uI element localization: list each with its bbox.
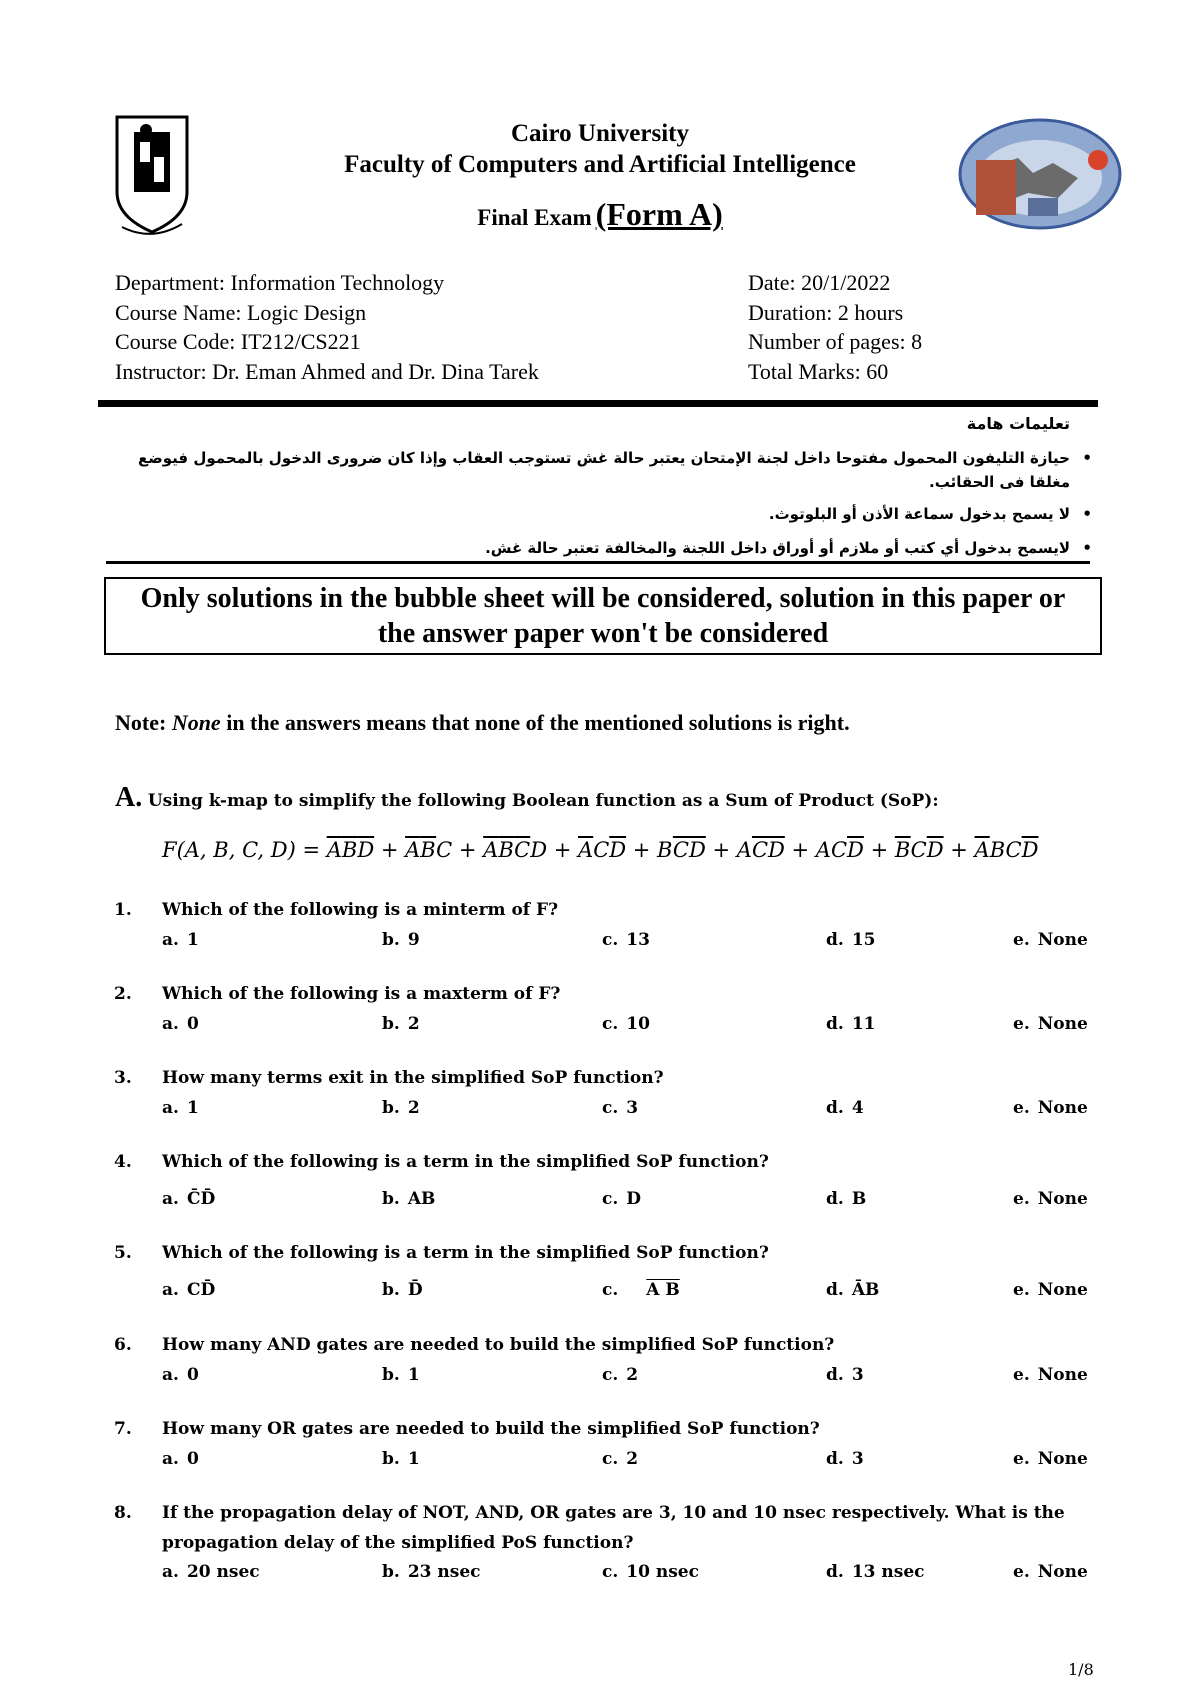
option-label: c. (602, 1449, 619, 1469)
answer-option (602, 1189, 641, 1209)
form-label: (Form A) (595, 196, 723, 232)
answer-option (382, 1014, 420, 1034)
question-text: Which of the following is a term in the simplified SoP function? (162, 1152, 769, 1172)
instruction-2: • لا يسمح بدخول سماعة الأذن أو البلوتوث. (120, 502, 1070, 526)
option-label: e. (1013, 1449, 1030, 1469)
answer-option (382, 930, 420, 950)
instructor: Instructor: Dr. Eman Ahmed and Dr. Dina Tarek (115, 358, 539, 384)
answer-option (162, 1562, 260, 1582)
option-value: 0 (186, 1449, 199, 1469)
option-label: b. (382, 1098, 400, 1118)
boolean-function: F(A, B, C, $D) = \overline{A}\overline{B}\overline{D} + \overline{A}\overline{B}C + \overline{A}\overline{B}\overline{C}D + \overline{A}C\overline{D} + B\overline{C}\overline{D} + A\overline{C}\overline{D} + AC\overline{D} + \overline{B}C\overline{D} + \overline{A}BC\overline{D}$ (162, 838, 1039, 862)
option-label: e. (1013, 1365, 1030, 1385)
option-label: c. (602, 1098, 619, 1118)
exam-date: Date: 20/1/2022 (748, 270, 891, 295)
notice-text: Only solutions in the bubble sheet will be considered, solution in this paper or the answer paper won't be considered (140, 583, 1066, 649)
instruction-3: • لايسمح بدخول أي كتب أو ملازم أو أوراق داخل اللجنة والمخالفة تعتبر حالة غش. (120, 536, 1070, 560)
option-label: c. (602, 1365, 619, 1385)
option-value: 1 (186, 1098, 199, 1118)
option-label: e. (1013, 1562, 1030, 1582)
option-label: e. (1013, 1280, 1030, 1300)
question-number: 6. (114, 1335, 132, 1355)
option-value: 23 nsec (407, 1562, 481, 1582)
answer-option (826, 1098, 864, 1118)
answer-option (1013, 1189, 1088, 1209)
option-label: b. (382, 1562, 400, 1582)
option-label: d. (826, 1280, 844, 1300)
option-label: c. (602, 930, 619, 950)
answer-option (602, 1562, 699, 1582)
course-info-right (748, 268, 922, 386)
option-label: e. (1013, 1098, 1030, 1118)
answer-option (1013, 1280, 1088, 1300)
question-number: 3. (114, 1068, 132, 1088)
answer-option (602, 1014, 650, 1034)
answer-option (1013, 1098, 1088, 1118)
option-label: d. (826, 1449, 844, 1469)
option-label: d. (826, 1365, 844, 1385)
answer-option (382, 1098, 420, 1118)
option-value: 4 (851, 1098, 864, 1118)
option-label: a. (162, 1189, 179, 1209)
answer-option (162, 930, 199, 950)
option-value: 13 nsec (851, 1562, 925, 1582)
exam-title (0, 196, 1200, 233)
option-value: CD̄ (186, 1280, 216, 1300)
answer-option (1013, 1014, 1088, 1034)
section-letter: A. (115, 782, 143, 813)
question-text: How many terms exit in the simplified SoP function? (162, 1068, 664, 1088)
answer-option (162, 1280, 215, 1300)
instructions-divider (106, 561, 1090, 564)
course-info-left (115, 268, 539, 386)
option-label: d. (826, 1189, 844, 1209)
page-number: 1/8 (1068, 1660, 1094, 1679)
answer-option (1013, 1449, 1088, 1469)
option-value: None (1037, 1014, 1088, 1034)
option-value: None (1037, 1365, 1088, 1385)
note-suffix: in the answers means that none of the mentioned solutions is right. (220, 710, 850, 735)
option-value: C̄D̄ (186, 1189, 216, 1209)
option-label: c. (602, 1014, 619, 1034)
answer-option (602, 1449, 638, 1469)
option-label: c. (602, 1189, 619, 1209)
option-label: d. (826, 1562, 844, 1582)
option-label: e. (1013, 1189, 1030, 1209)
option-value: 13 (626, 930, 650, 950)
option-label: d. (826, 1098, 844, 1118)
option-label: d. (826, 930, 844, 950)
department: Department: Information Technology (115, 270, 445, 295)
answer-option (826, 1365, 864, 1385)
note-prefix: Note: (115, 710, 172, 735)
option-value: 2 (407, 1098, 420, 1118)
option-value: None (1037, 1189, 1088, 1209)
option-label: c. (602, 1280, 619, 1300)
note (115, 710, 850, 736)
note-italic: None (171, 710, 221, 735)
option-value: None (1037, 1562, 1088, 1582)
option-label: a. (162, 1098, 179, 1118)
option-value: 20 nsec (186, 1562, 260, 1582)
option-value: None (1037, 930, 1088, 950)
option-label: a. (162, 1280, 179, 1300)
answer-option (602, 930, 650, 950)
option-label: e. (1013, 1014, 1030, 1034)
option-value: ĀB (851, 1280, 880, 1300)
answer-option (162, 1365, 199, 1385)
option-value: 3 (851, 1365, 864, 1385)
option-value: B (851, 1189, 867, 1209)
option-label: b. (382, 1189, 400, 1209)
university-name: Cairo University (511, 120, 689, 147)
option-label: a. (162, 1562, 179, 1582)
answer-option (162, 1189, 215, 1209)
option-label: e. (1013, 930, 1030, 950)
question-text: Which of the following is a minterm of F? (162, 900, 559, 920)
option-value: 3 (626, 1098, 639, 1118)
option-value: 2 (407, 1014, 420, 1034)
option-label: b. (382, 1014, 400, 1034)
option-label: a. (162, 930, 179, 950)
section-heading (115, 782, 939, 814)
option-label: b. (382, 1449, 400, 1469)
question-text: Which of the following is a maxterm of F? (162, 984, 561, 1004)
option-value: 10 nsec (626, 1562, 699, 1582)
question-text: How many AND gates are needed to build the simplified SoP function? (162, 1335, 835, 1355)
exam-label: Final Exam (477, 205, 592, 230)
answer-option (826, 1189, 866, 1209)
question-text: How many OR gates are needed to build the simplified SoP function? (162, 1419, 820, 1439)
option-label: a. (162, 1449, 179, 1469)
option-label: b. (382, 930, 400, 950)
faculty-name: Faculty of Computers and Artificial Intelligence (344, 151, 856, 178)
answer-option (1013, 1562, 1088, 1582)
total-marks: Total Marks: 60 (748, 358, 889, 384)
question-text: If the propagation delay of NOT, AND, OR gates are 3, 10 and 10 nsec respectively. What is the propagation delay of the simplified PoS function? (162, 1503, 1065, 1553)
question-number: 7. (114, 1419, 132, 1439)
answer-option (382, 1449, 420, 1469)
option-label: c. (602, 1562, 619, 1582)
instruction-1: • حيازة التليفون المحمول مفتوحا داخل لجنة الإمتحان يعتبر حالة غش تستوجب العقاب وإذا كان ضرورى الدخول بالمحمول فيوضع مغلقا فى الحقائب. (120, 446, 1070, 494)
bubble-sheet-notice (104, 577, 1102, 655)
option-value: 1 (407, 1449, 420, 1469)
question-number: 1. (114, 900, 132, 920)
option-value: 9 (407, 930, 420, 950)
answer-option (826, 1280, 879, 1300)
option-value: 2 (626, 1365, 639, 1385)
option-value: D (626, 1189, 642, 1209)
answer-option (826, 1014, 875, 1034)
option-value: 15 (851, 930, 876, 950)
course-name: Course Name: Logic Design (115, 299, 367, 325)
exam-duration: Duration: 2 hours (748, 299, 904, 325)
option-value: 3 (851, 1449, 864, 1469)
page-count: Number of pages: 8 (748, 329, 923, 354)
question-number: 2. (114, 984, 132, 1004)
section-text: Using k-map to simplify the following Boolean function as a Sum of Product (SoP): (147, 791, 939, 811)
option-value: 10 (626, 1014, 650, 1034)
answer-option (1013, 930, 1088, 950)
option-value: 0 (186, 1365, 199, 1385)
answer-option (826, 1449, 864, 1469)
answer-option (1013, 1365, 1088, 1385)
option-value: 1 (186, 930, 199, 950)
question-number: 4. (114, 1152, 132, 1172)
option-value: A B (646, 1280, 680, 1300)
answer-option (382, 1189, 435, 1209)
option-value: AB (407, 1189, 436, 1209)
instructions-title: تعليمات هامة (966, 414, 1070, 433)
question-number: 8. (114, 1503, 132, 1523)
answer-option (602, 1365, 638, 1385)
option-value: 0 (186, 1014, 199, 1034)
option-value: 11 (851, 1014, 876, 1034)
option-value: D̄ (407, 1280, 423, 1300)
answer-option (602, 1280, 680, 1300)
answer-option (602, 1098, 638, 1118)
option-value: 1 (407, 1365, 420, 1385)
course-code: Course Code: IT212/CS221 (115, 329, 361, 354)
answer-option (162, 1449, 199, 1469)
answer-option (382, 1562, 481, 1582)
option-value: 2 (626, 1449, 639, 1469)
header-divider (98, 400, 1098, 407)
option-label: b. (382, 1280, 400, 1300)
option-label: a. (162, 1014, 179, 1034)
option-value: None (1037, 1449, 1088, 1469)
option-value: None (1037, 1280, 1088, 1300)
answer-option (826, 930, 875, 950)
question-number: 5. (114, 1243, 132, 1263)
answer-option (162, 1098, 199, 1118)
option-label: a. (162, 1365, 179, 1385)
option-value: None (1037, 1098, 1088, 1118)
answer-option (382, 1365, 420, 1385)
option-label: d. (826, 1014, 844, 1034)
question-text: Which of the following is a term in the simplified SoP function? (162, 1243, 769, 1263)
option-label: b. (382, 1365, 400, 1385)
answer-option (162, 1014, 199, 1034)
answer-option (826, 1562, 925, 1582)
answer-option (382, 1280, 423, 1300)
